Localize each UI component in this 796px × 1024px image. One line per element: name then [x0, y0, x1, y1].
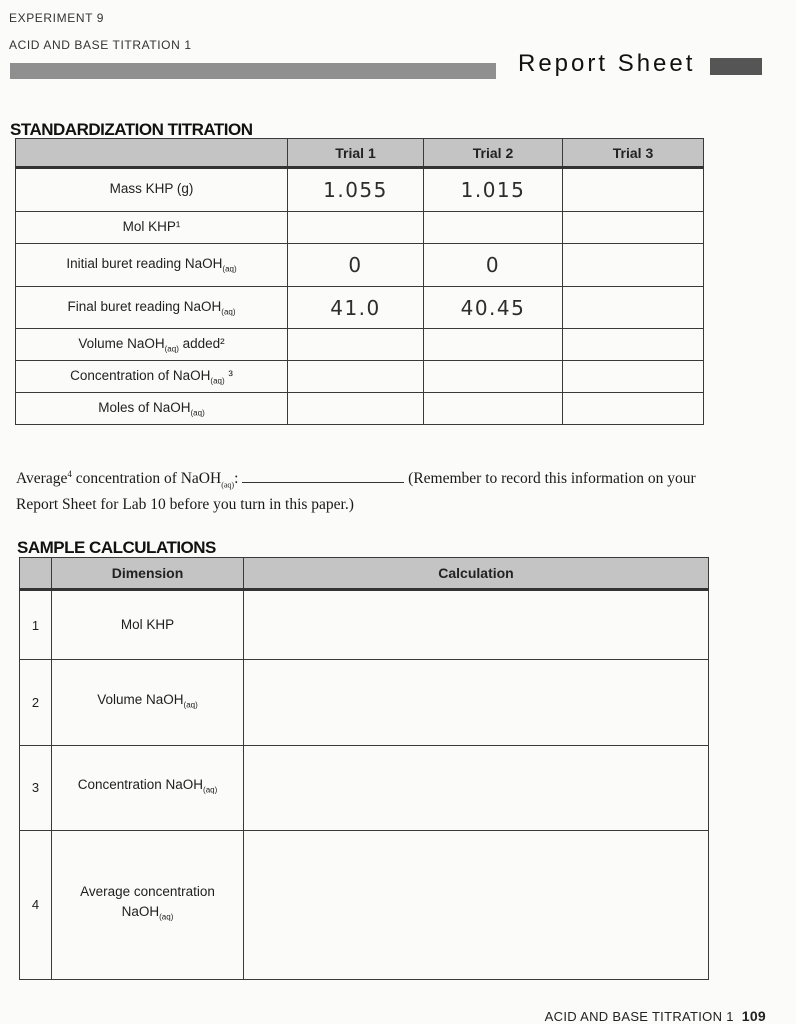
- calc-header-row: [20, 558, 709, 590]
- calc-cell[interactable]: [244, 830, 709, 979]
- row-label: [16, 212, 288, 244]
- trial-2-cell[interactable]: [424, 393, 563, 425]
- calc-row-number: 3: [20, 745, 52, 830]
- trial-2-cell[interactable]: [424, 212, 563, 244]
- header-block: [710, 58, 762, 75]
- standardization-title: STANDARDIZATION TITRATION: [10, 120, 253, 139]
- table-row: [16, 286, 704, 329]
- average-sub: (aq): [221, 480, 235, 490]
- trial-3-cell[interactable]: [563, 286, 704, 329]
- calc-dimension-line2: Volume NaOH: [97, 691, 184, 707]
- footer-text: ACID AND BASE TITRATION 1: [544, 1009, 734, 1024]
- trial-1-cell[interactable]: [288, 329, 424, 361]
- trial-2-cell[interactable]: 0: [424, 244, 563, 287]
- trial-1-cell[interactable]: [288, 361, 424, 393]
- trial-3-cell[interactable]: [563, 393, 704, 425]
- row-label-sub: (aq): [222, 264, 237, 274]
- row-label-text: Final buret reading NaOH: [67, 298, 222, 314]
- header-trial-1: Trial 1: [288, 139, 424, 168]
- calc-row-number: 2: [20, 660, 52, 745]
- calc-dimension-sub: (aq): [203, 785, 218, 795]
- row-label: [16, 393, 288, 425]
- calc-row-number: 1: [20, 590, 52, 660]
- standardization-header-row: [16, 139, 704, 168]
- row-label-sub: (aq): [221, 307, 236, 317]
- trial-2-cell[interactable]: 1.015: [424, 168, 563, 212]
- row-label-sub: (aq): [210, 376, 225, 386]
- trial-1-cell[interactable]: 0: [288, 244, 424, 287]
- trial-1-cell[interactable]: 1.055: [288, 168, 424, 212]
- average-remark: (Remember to record this information on your Report Sheet for Lab 10 before you turn in this paper.): [16, 470, 696, 514]
- row-label: [16, 286, 288, 329]
- calc-dimension: [52, 830, 244, 979]
- row-label: [16, 361, 288, 393]
- average-note: [16, 464, 716, 515]
- average-blank-line[interactable]: [242, 470, 404, 483]
- table-row: [16, 393, 704, 425]
- calc-dimension: [52, 745, 244, 830]
- trial-2-cell[interactable]: [424, 329, 563, 361]
- row-label-suffix: added²: [178, 335, 225, 351]
- table-row: [16, 212, 704, 244]
- row-label: [16, 329, 288, 361]
- calc-row: [20, 660, 709, 745]
- trial-3-cell[interactable]: [563, 244, 704, 287]
- calc-dimension: [52, 660, 244, 745]
- row-label-text: Mass KHP (g): [109, 181, 194, 197]
- row-label: [16, 244, 288, 287]
- table-row: [16, 168, 704, 212]
- table-row: [16, 361, 704, 393]
- calc-dimension-line2: NaOH: [121, 904, 160, 920]
- calc-cell[interactable]: [244, 745, 709, 830]
- row-label-text: Volume NaOH: [78, 335, 165, 351]
- row-label-sub: (aq): [164, 344, 179, 354]
- calc-row: [20, 745, 709, 830]
- average-colon: :: [234, 470, 239, 488]
- calc-dimension-sub: (aq): [159, 912, 174, 922]
- page-number: 109: [741, 1008, 766, 1024]
- calc-row-number: 4: [20, 830, 52, 979]
- row-label-text: Moles of NaOH: [98, 399, 191, 415]
- calc-dimension-sub: (aq): [183, 700, 198, 710]
- page-footer: [545, 1008, 766, 1024]
- report-sheet-title: Report Sheet: [518, 50, 696, 77]
- trial-1-cell[interactable]: [288, 393, 424, 425]
- row-label-text: Concentration of NaOH: [70, 367, 211, 383]
- calc-cell[interactable]: [244, 660, 709, 745]
- trial-2-cell[interactable]: 40.45: [424, 286, 563, 329]
- sample-calculations-title: SAMPLE CALCULATIONS: [17, 538, 216, 557]
- calc-header-calculation: Calculation: [244, 558, 709, 590]
- header-trial-3: Trial 3: [563, 139, 704, 168]
- calc-dimension-line1: Average concentration: [80, 884, 215, 900]
- row-label-suffix: ³: [224, 367, 233, 383]
- row-label-text: Mol KHP: [122, 218, 176, 234]
- standardization-table: [15, 138, 704, 425]
- header-bar: [10, 63, 496, 79]
- average-footnote: 4: [67, 469, 72, 479]
- trial-1-cell[interactable]: 41.0: [288, 286, 424, 329]
- row-label-sub: (aq): [190, 408, 205, 418]
- row-label: [16, 168, 288, 212]
- table-row: [16, 244, 704, 287]
- trial-2-cell[interactable]: [424, 361, 563, 393]
- calc-header-dimension: Dimension: [52, 558, 244, 590]
- header-trial-2: Trial 2: [424, 139, 563, 168]
- trial-3-cell[interactable]: [563, 329, 704, 361]
- sample-calculations-table: [19, 557, 709, 980]
- average-prefix: Average: [16, 470, 68, 488]
- row-label-suffix: ¹: [175, 218, 181, 234]
- calc-row: [20, 590, 709, 660]
- calc-dimension-line1: Mol KHP: [120, 617, 175, 633]
- header-blank: [16, 139, 288, 168]
- calc-dimension: [52, 590, 244, 660]
- row-label-text: Initial buret reading NaOH: [66, 256, 223, 272]
- trial-1-cell[interactable]: [288, 212, 424, 244]
- trial-3-cell[interactable]: [563, 361, 704, 393]
- table-row: [16, 329, 704, 361]
- calc-header-blank: [20, 558, 52, 590]
- average-middle: concentration of NaOH: [71, 470, 222, 488]
- trial-3-cell[interactable]: [563, 168, 704, 212]
- experiment-label: EXPERIMENT 9: [9, 11, 105, 25]
- experiment-subtitle: ACID AND BASE TITRATION 1: [9, 38, 192, 52]
- calc-row: [20, 830, 709, 979]
- calc-dimension-line2: Concentration NaOH: [77, 776, 204, 792]
- trial-3-cell[interactable]: [563, 212, 704, 244]
- calc-cell[interactable]: [244, 590, 709, 660]
